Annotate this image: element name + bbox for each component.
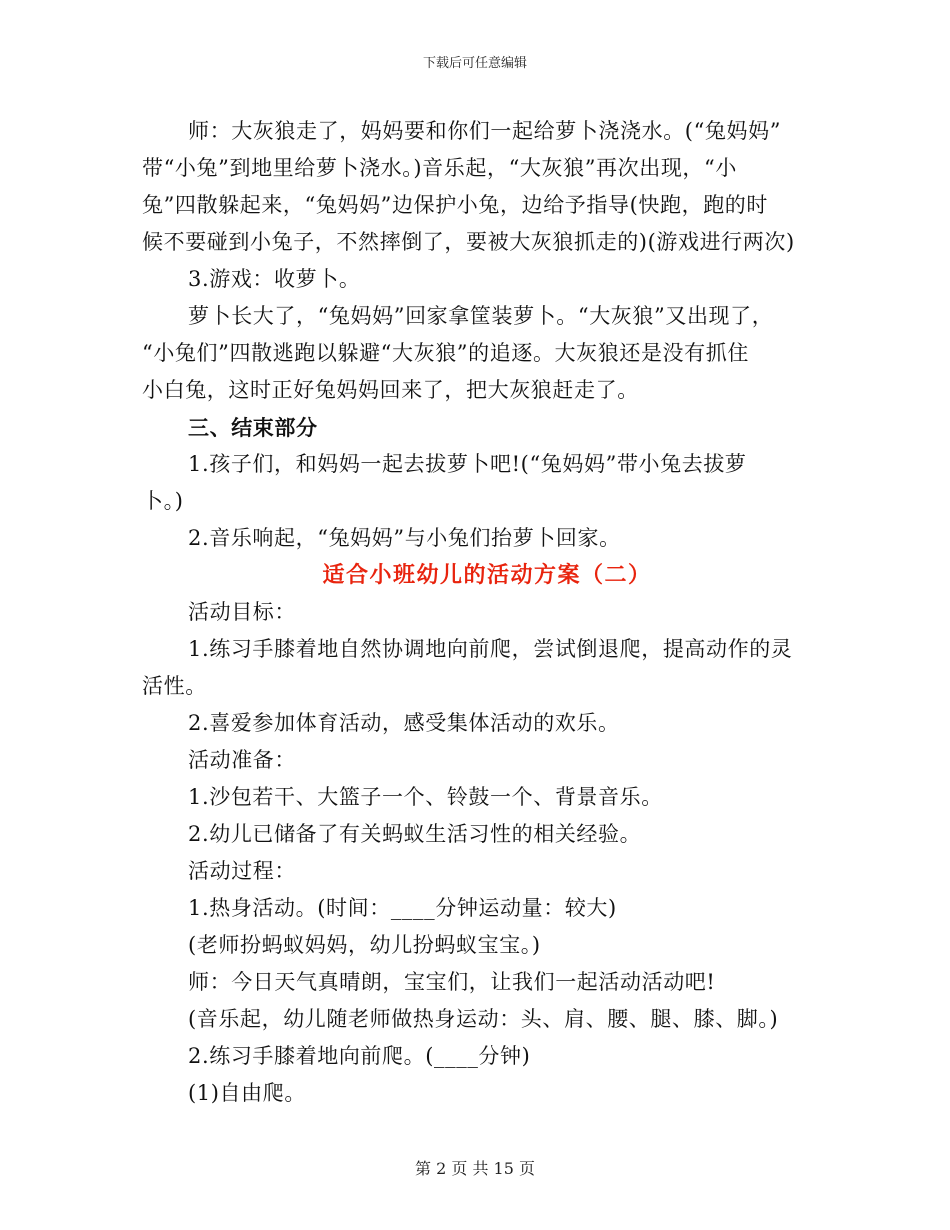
section-heading: 三、结束部分 xyxy=(188,415,318,440)
text-line: 萝卜长大了，“兔妈妈”回家拿筐装萝卜。“大灰狼”又出现了， xyxy=(188,304,774,328)
text-line: 兔”四散躲起来，“兔妈妈”边保护小兔，边给予指导(快跑，跑的时 xyxy=(142,193,768,217)
text-line: 师：今日天气真晴朗，宝宝们，让我们一起活动活动吧! xyxy=(188,970,716,994)
text-line: 小白兔，这时正好兔妈妈回来了，把大灰狼赶走了。 xyxy=(142,378,639,402)
text-line: 师：大灰狼走了，妈妈要和你们一起给萝卜浇浇水。(“兔妈妈” xyxy=(188,119,782,143)
document-body xyxy=(142,113,812,1112)
text-line: (音乐起，幼儿随老师做热身运动：头、肩、腰、腿、膝、脚。) xyxy=(188,1007,779,1031)
page-footer: 第 2 页 共 15 页 xyxy=(415,1159,535,1178)
section-title: 适合小班幼儿的活动方案（二） xyxy=(322,562,652,588)
text-line: (1)自由爬。 xyxy=(188,1081,306,1105)
text-line: 活动目标： xyxy=(188,600,296,624)
text-line: (老师扮蚂蚁妈妈，幼儿扮蚂蚁宝宝。) xyxy=(188,933,541,957)
text-line: 2.音乐响起，“兔妈妈”与小兔们抬萝卜回家。 xyxy=(188,526,621,550)
text-line: 2.练习手膝着地向前爬。(____分钟) xyxy=(188,1044,531,1068)
page-header: 下载后可任意编辑 xyxy=(422,56,527,71)
text-line: 活性。 xyxy=(142,674,207,698)
text-line: 2.喜爱参加体育活动，感受集体活动的欢乐。 xyxy=(188,711,620,735)
text-line: 带“小兔”到地里给萝卜浇水。)音乐起，“大灰狼”再次出现，“小 xyxy=(142,156,737,180)
text-line: 3.游戏：收萝卜。 xyxy=(188,267,361,291)
text-line: 卜。) xyxy=(142,489,184,513)
text-line: 1.孩子们，和妈妈一起去拔萝卜吧!(“兔妈妈”带小兔去拔萝 xyxy=(188,452,747,476)
text-line: 1.练习手膝着地自然协调地向前爬，尝试倒退爬，提高动作的灵 xyxy=(188,637,793,661)
text-line: 活动准备： xyxy=(188,748,296,772)
text-line: 1.沙包若干、大篮子一个、铃鼓一个、背景音乐。 xyxy=(188,785,663,809)
text-line: 2.幼儿已储备了有关蚂蚁生活习性的相关经验。 xyxy=(188,822,642,846)
text-line: 候不要碰到小兔子，不然摔倒了，要被大灰狼抓走的)(游戏进行两次) xyxy=(142,230,795,254)
text-line: 活动过程： xyxy=(188,859,296,883)
text-line: 1.热身活动。(时间：____分钟运动量：较大) xyxy=(188,896,617,920)
text-line: “小兔们”四散逃跑以躲避“大灰狼”的追逐。大灰狼还是没有抓住 xyxy=(142,341,749,365)
